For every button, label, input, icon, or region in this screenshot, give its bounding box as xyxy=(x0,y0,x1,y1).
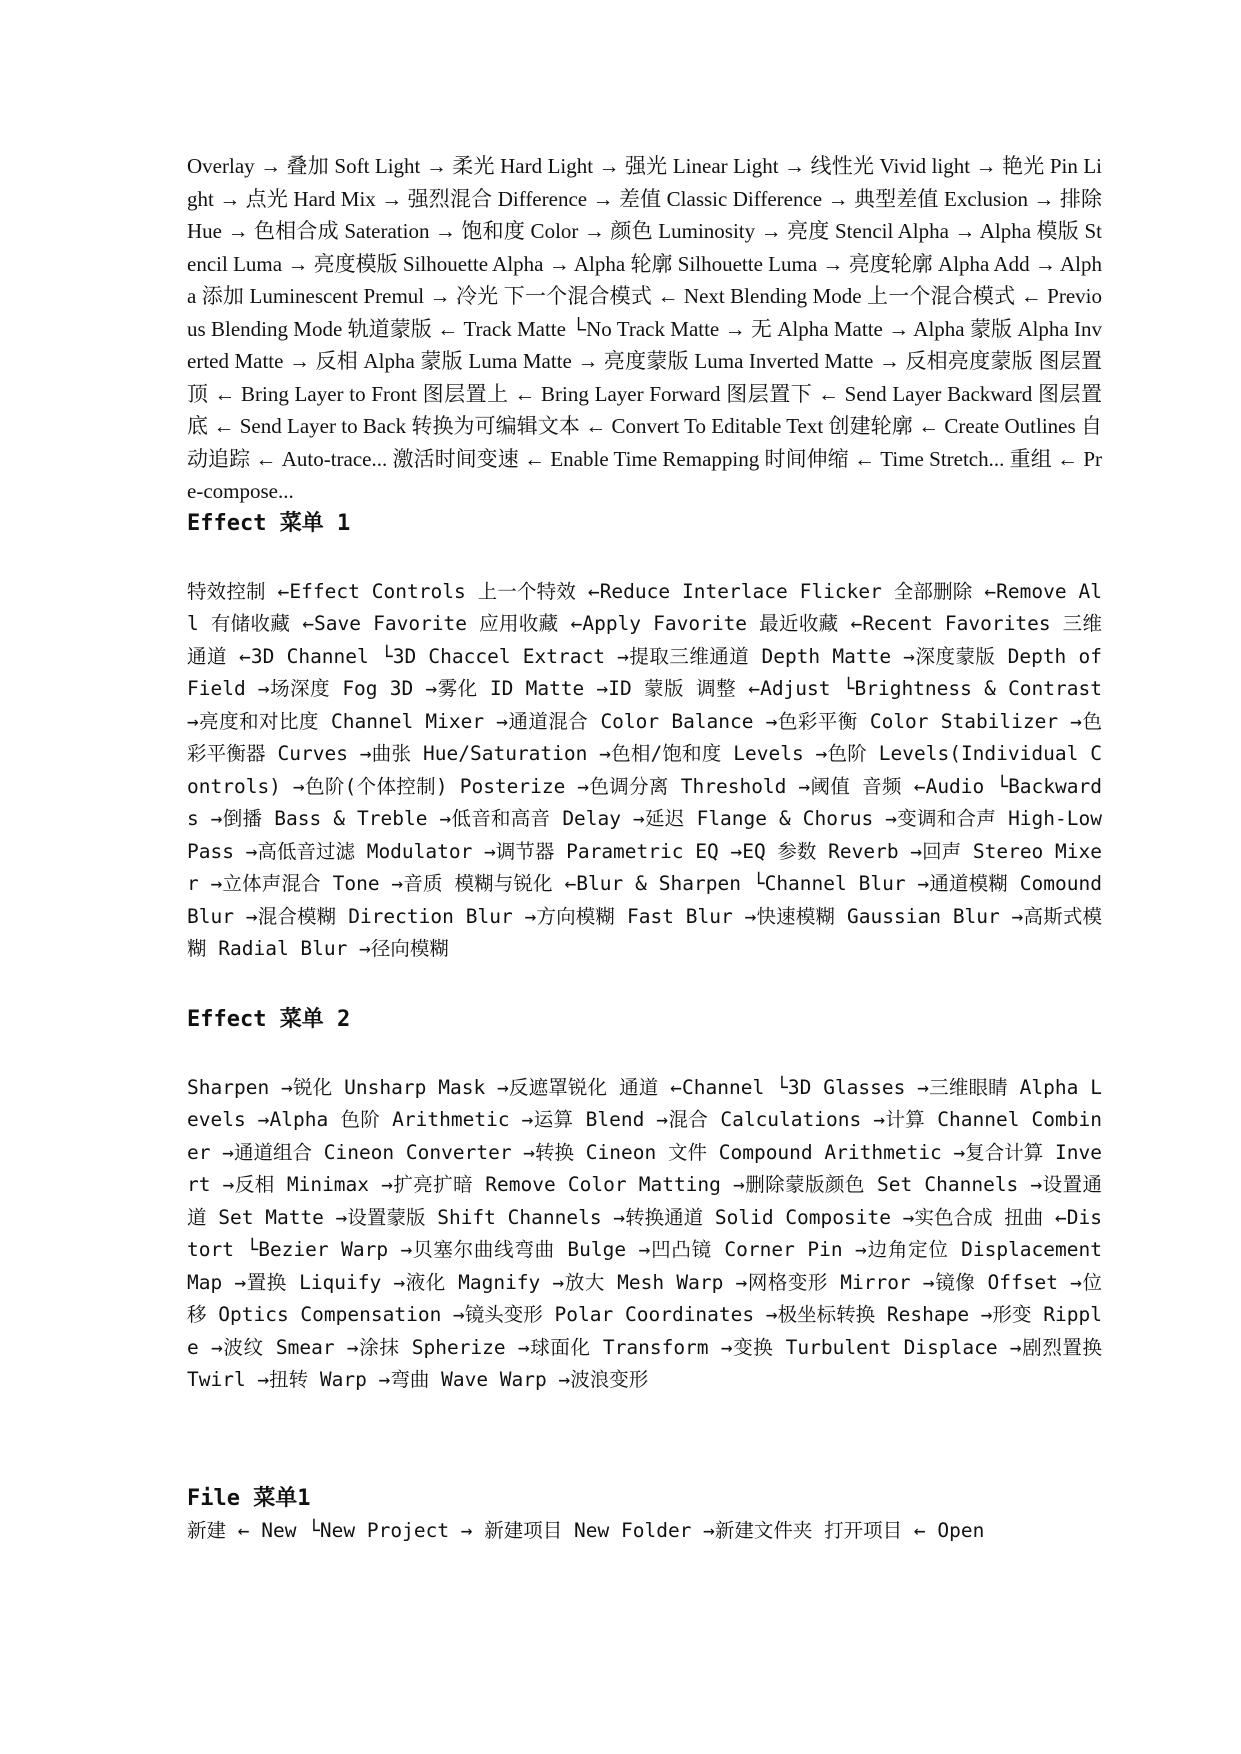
file-menu-1-heading: File 菜单1 xyxy=(187,1485,311,1511)
effect-menu-2-heading: Effect 菜单 2 xyxy=(187,1006,351,1032)
effect-menu-2-paragraph: Sharpen →锐化 Unsharp Mask →反遮罩锐化 通道 ←Channel └3D Glasses →三维眼睛 Alpha Levels →Alpha 色阶 Arithmetic →运算 Blend →混合 Calculations →计算 Channel Combiner →通道组合 Cineon Converter →转换 Cineon 文件 Compound Arithmetic →复合计算 Invert →反相 Minimax →扩亮扩暗 Remove Color Matting →删除蒙版颜色 Set Channels →设置通道 Set Matte →设置蒙版 Shift Channels →转换通道 Solid Composite →实色合成 扭曲 ←Distort └Bezier Warp →贝塞尔曲线弯曲 Bulge →凹凸镜 Corner Pin →边角定位 Displacement Map →置换 Liquify →液化 Magnify →放大 Mesh Warp →网格变形 Mirror →镜像 Offset →位移 Optics Compensation →镜头变形 Polar Coordinates →极坐标转换 Reshape →形变 Ripple →波纹 Smear →涂抹 Spherize →球面化 Transform →变换 Turbulent Displace →剧烈置换 Twirl →扭转 Warp →弯曲 Wave Warp →波浪变形 xyxy=(187,1075,1102,1391)
effect-menu-1-heading: Effect 菜单 1 xyxy=(187,510,351,536)
effect-menu-1-paragraph: 特效控制 ←Effect Controls 上一个特效 ←Reduce Interlace Flicker 全部删除 ←Remove All 有储收藏 ←Save Favorite 应用收藏 ←Apply Favorite 最近收藏 ←Recent Favorites 三维通道 ←3D Channel └3D Chaccel Extract →提取三维通道 Depth Matte →深度蒙版 Depth of Field →场深度 Fog 3D →雾化 ID Matte →ID 蒙版 调整 ←Adjust └Brightness & Contrast →亮度和对比度 Channel Mixer →通道混合 Color Balance →色彩平衡 Color Stabilizer →色彩平衡器 Curves →曲张 Hue/Saturation →色相/饱和度 Levels →色阶 Levels(Individual Controls) →色阶(个体控制) Posterize →色调分离 Threshold →阈值 音频 ←Audio └Backwards →倒播 Bass & Treble →低音和高音 Delay →延迟 Flange & Chorus →变调和合声 High-Low Pass →高低音过滤 Modulator →调节器 Parametric EQ →EQ 参数 Reverb →回声 Stereo Mixer →立体声混合 Tone →音质 模糊与锐化 ←Blur & Sharpen └Channel Blur →通道模糊 Comound Blur →混合模糊 Direction Blur →方向模糊 Fast Blur →快速模糊 Gaussian Blur →高斯式模糊 Radial Blur →径向模糊 xyxy=(187,579,1102,960)
document-page xyxy=(187,150,1102,1547)
layer-blend-mode-paragraph: Overlay → 叠加 Soft Light → 柔光 Hard Light → 强光 Linear Light → 线性光 Vivid light → 艳光 Pin Light → 点光 Hard Mix → 强烈混合 Difference → 差值 Classic Difference → 典型差值 Exclusion → 排除 Hue → 色相合成 Sateration → 饱和度 Color → 颜色 Luminosity → 亮度 Stencil Alpha → Alpha 模版 Stencil Luma → 亮度模版 Silhouette Alpha → Alpha 轮廓 Silhouette Luma → 亮度轮廓 Alpha Add → Alpha 添加 Luminescent Premul → 冷光 下一个混合模式 ← Next Blending Mode 上一个混合模式 ← Previous Blending Mode 轨道蒙版 ← Track Matte └No Track Matte → 无 Alpha Matte → Alpha 蒙版 Alpha Inverted Matte → 反相 Alpha 蒙版 Luma Matte → 亮度蒙版 Luma Inverted Matte → 反相亮度蒙版 图层置顶 ← Bring Layer to Front 图层置上 ← Bring Layer Forward 图层置下 ← Send Layer Backward 图层置底 ← Send Layer to Back 转换为可编辑文本 ← Convert To Editable Text 创建轮廓 ← Create Outlines 自动追踪 ← Auto-trace... 激活时间变速 ← Enable Time Remapping 时间伸缩 ← Time Stretch... 重组 ← Pre-compose... xyxy=(187,154,1102,503)
file-menu-1-paragraph: 新建 ← New └New Project → 新建项目 New Folder →新建文件夹 打开项目 ← Open xyxy=(187,1518,985,1542)
